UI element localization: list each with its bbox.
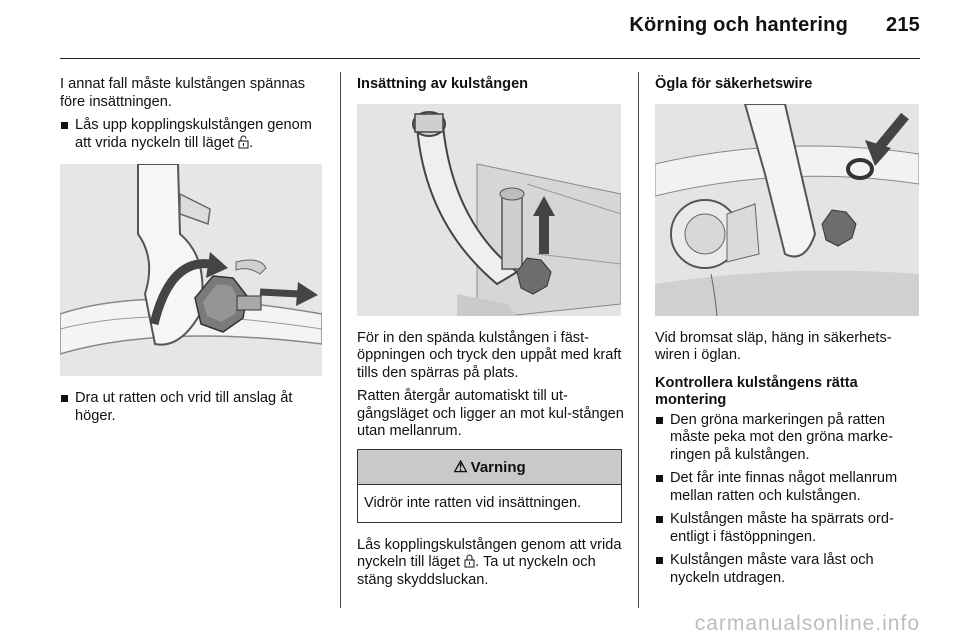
section-heading: Ögla för säkerhetswire [655, 76, 813, 92]
warning-box [357, 449, 622, 523]
paragraph: Vid bromsat släp, häng in säkerhets-wiren i öglan. [655, 329, 892, 363]
list-item: Kulstången måste ha spärrats ord-entligt i fästöppningen. [655, 511, 923, 546]
figure-safety-wire-eyelet [655, 104, 919, 316]
column-divider [638, 72, 639, 608]
page-header [629, 14, 920, 37]
bullet-unlock: Lås upp kopplingskulstången genom att vrida nyckeln till läget . [60, 117, 332, 152]
warning-header: ⚠ Varning [358, 450, 621, 486]
page-number: 215 [886, 14, 920, 36]
column-2 [357, 76, 627, 595]
figure-insert-ball-bar [357, 104, 621, 316]
header-rule [60, 58, 920, 59]
column-1 [60, 76, 332, 431]
bullet-square-icon [656, 475, 663, 482]
section-heading: Insättning av kulstången [357, 76, 529, 92]
locked-padlock-icon [464, 554, 475, 568]
bullet-pull-knob [60, 390, 332, 425]
paragraph: Lås kopplingskulstången genom att vrida nyckeln till läget . Ta ut nyckeln och stäng skyddsluckan. [357, 536, 622, 588]
warning-triangle-icon: ⚠ [453, 458, 468, 476]
intro-paragraph: I annat fall måste kulstången spännas före insättningen. [60, 76, 306, 110]
paragraph: För in den spända kulstången i fäst-öppningen och tryck den uppåt med kraft tills den spärras på plats. [357, 329, 622, 381]
bullet-square-icon [656, 557, 663, 564]
bullet-square-icon [61, 122, 68, 129]
bullet-text: Dra ut ratten och vrid till anslag åt höger. [75, 390, 293, 424]
bullet-square-icon [61, 395, 68, 402]
list-item: Den gröna markeringen på ratten måste peka mot den gröna marke-ringen på kulstången. [655, 412, 923, 465]
section-heading: Kontrollera kulstångens rätta montering [655, 374, 858, 408]
list-item: Det får inte finnas något mellanrum mellan ratten och kulstången. [655, 470, 923, 505]
bullet-square-icon [656, 516, 663, 523]
bullet-text: Lås upp kopplingskulstången genom att vrida nyckeln till läget [75, 117, 312, 151]
column-divider [340, 72, 341, 608]
column-3 [655, 76, 923, 593]
page-title: Körning och hantering [629, 14, 849, 36]
paragraph: Ratten återgår automatiskt till ut-gångsläget och ligger an mot kul-stången utan mellanrum. [357, 388, 624, 439]
watermark: carmanualsonline.info [694, 612, 920, 635]
list-item: Kulstången måste vara låst och nyckeln utdragen. [655, 552, 923, 587]
unlocked-padlock-icon [238, 135, 249, 149]
warning-text: Vidrör inte ratten vid insättningen. [364, 495, 582, 511]
figure-unlock-knob [60, 164, 322, 376]
bullet-square-icon [656, 417, 663, 424]
